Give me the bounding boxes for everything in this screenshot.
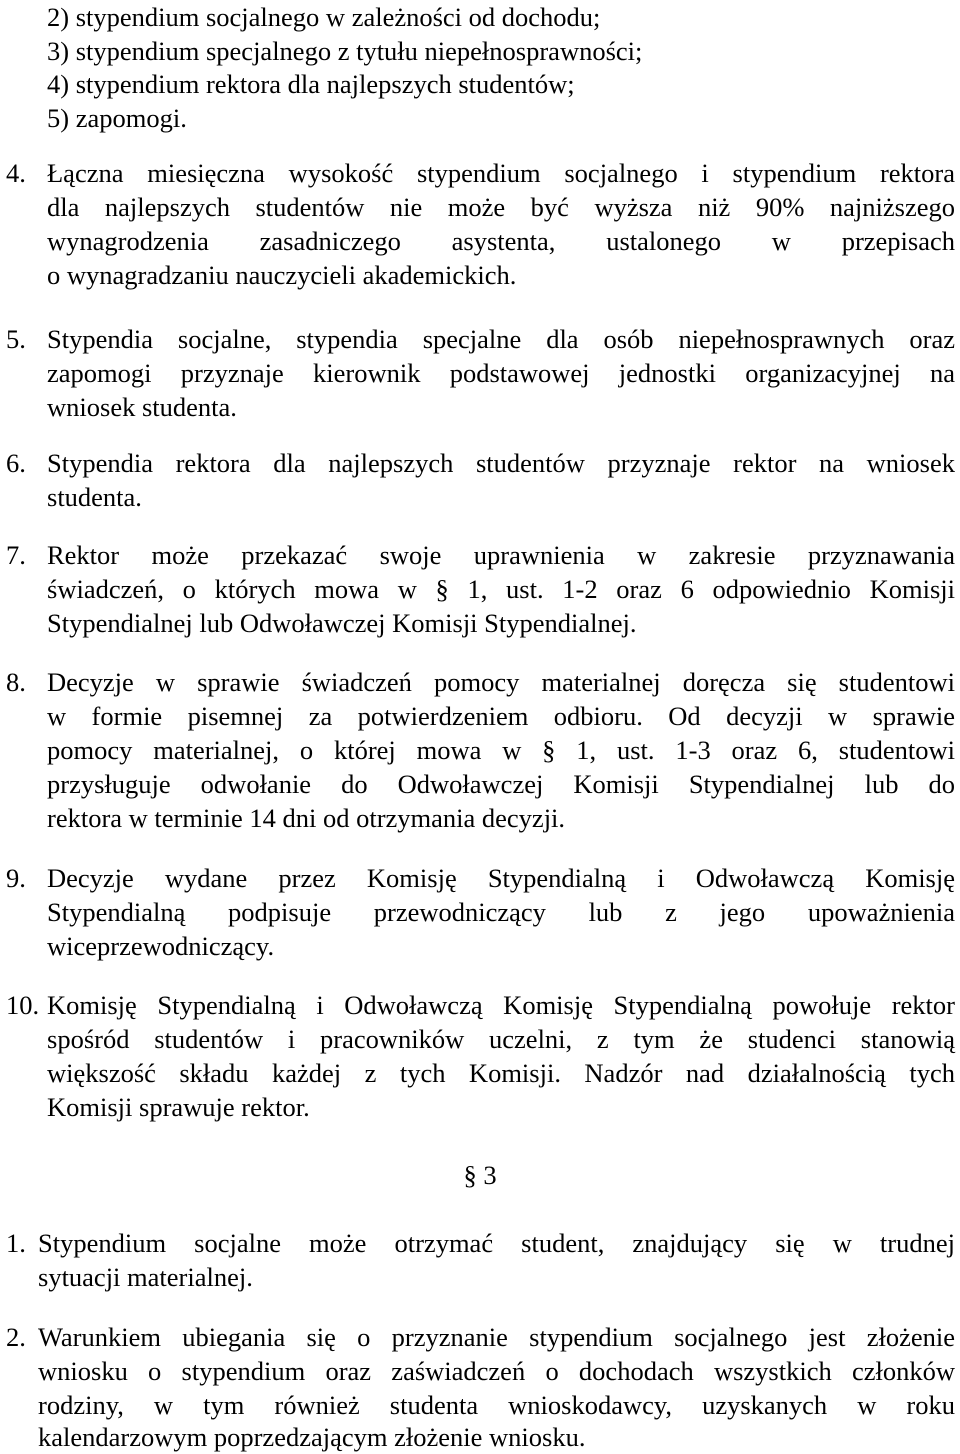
paragraph-4-line-1: Łączna miesięczna wysokość stypendium socjalnego i stypendium rektora [47, 158, 955, 188]
paragraph-8-line-4: przysługuje odwołanie do Odwoławczej Komisji Stypendialnej lub do [47, 769, 955, 799]
paragraph-4-line-2: dla najlepszych studentów nie może być wyższa niż 90% najniższego [47, 192, 955, 222]
paragraph-7-line-1: Rektor może przekazać swoje uprawnienia w zakresie przyznawania [47, 540, 955, 570]
section-paragraph-1-line-2: sytuacji materialnej. [38, 1262, 253, 1292]
paragraph-10-line-1: Komisję Stypendialną i Odwoławczą Komisję Stypendialną powołuje rektor [47, 990, 955, 1020]
section-paragraph-2-line-1: Warunkiem ubiegania się o przyznanie stypendium socjalnego jest złożenie [38, 1322, 955, 1352]
paragraph-7-line-3: Stypendialnej lub Odwoławczej Komisji Stypendialnej. [47, 608, 637, 638]
paragraph-5-line-3: wniosek studenta. [47, 392, 237, 422]
list-item-2: 2) stypendium socjalnego w zależności od dochodu; [47, 2, 601, 32]
paragraph-10-line-2: spośród studentów i pracowników uczelni, z tym że studenci stanowią [47, 1024, 955, 1054]
paragraph-4-number: 4. [6, 158, 26, 188]
paragraph-10-line-4: Komisji sprawuje rektor. [47, 1092, 310, 1122]
paragraph-5-line-1: Stypendia socjalne, stypendia specjalne dla osób niepełnosprawnych oraz [47, 324, 955, 354]
list-item-5: 5) zapomogi. [47, 103, 187, 133]
paragraph-6-line-1: Stypendia rektora dla najlepszych studentów przyznaje rektor na wniosek [47, 448, 955, 478]
paragraph-4-line-4: o wynagradzaniu nauczycieli akademickich. [47, 260, 517, 290]
section-paragraph-1-number: 1. [6, 1228, 26, 1258]
paragraph-6-number: 6. [6, 448, 26, 478]
paragraph-10-number: 10. [6, 990, 40, 1020]
paragraph-5-line-2: zapomogi przyznaje kierownik podstawowej jednostki organizacyjnej na [47, 358, 955, 388]
section-paragraph-2-line-4: kalendarzowym poprzedzającym złożenie wniosku. [38, 1422, 586, 1452]
paragraph-8-line-2: w formie pisemnej za potwierdzeniem odbioru. Od decyzji w sprawie [47, 701, 955, 731]
section-paragraph-2-line-3: rodziny, w tym również studenta wnioskodawcy, uzyskanych w roku [38, 1390, 955, 1420]
paragraph-4-line-3: wynagrodzenia zasadniczego asystenta, ustalonego w przepisach [47, 226, 955, 256]
section-heading: § 3 [463, 1160, 497, 1190]
section-paragraph-1-line-1: Stypendium socjalne może otrzymać student, znajdujący się w trudnej [38, 1228, 955, 1258]
paragraph-8-line-1: Decyzje w sprawie świadczeń pomocy materialnej doręcza się studentowi [47, 667, 955, 697]
paragraph-8-line-3: pomocy materialnej, o której mowa w § 1, ust. 1-3 oraz 6, studentowi [47, 735, 955, 765]
paragraph-7-line-2: świadczeń, o których mowa w § 1, ust. 1-2 oraz 6 odpowiednio Komisji [47, 574, 955, 604]
paragraph-8-number: 8. [6, 667, 26, 697]
section-paragraph-2-line-2: wniosku o stypendium oraz zaświadczeń o dochodach wszystkich członków [38, 1356, 955, 1386]
paragraph-10-line-3: większość składu każdej z tych Komisji. Nadzór nad działalnością tych [47, 1058, 955, 1088]
section-paragraph-2-number: 2. [6, 1322, 26, 1352]
list-item-4: 4) stypendium rektora dla najlepszych studentów; [47, 69, 575, 99]
paragraph-9-number: 9. [6, 863, 26, 893]
paragraph-5-number: 5. [6, 324, 26, 354]
paragraph-9-line-1: Decyzje wydane przez Komisję Stypendialną i Odwoławczą Komisję [47, 863, 955, 893]
paragraph-6-line-2: studenta. [47, 482, 142, 512]
list-item-3: 3) stypendium specjalnego z tytułu niepełnosprawności; [47, 36, 643, 66]
paragraph-9-line-2: Stypendialną podpisuje przewodniczący lub z jego upoważnienia [47, 897, 955, 927]
paragraph-9-line-3: wiceprzewodniczący. [47, 931, 275, 961]
paragraph-7-number: 7. [6, 540, 26, 570]
paragraph-8-line-5: rektora w terminie 14 dni od otrzymania decyzji. [47, 803, 566, 833]
